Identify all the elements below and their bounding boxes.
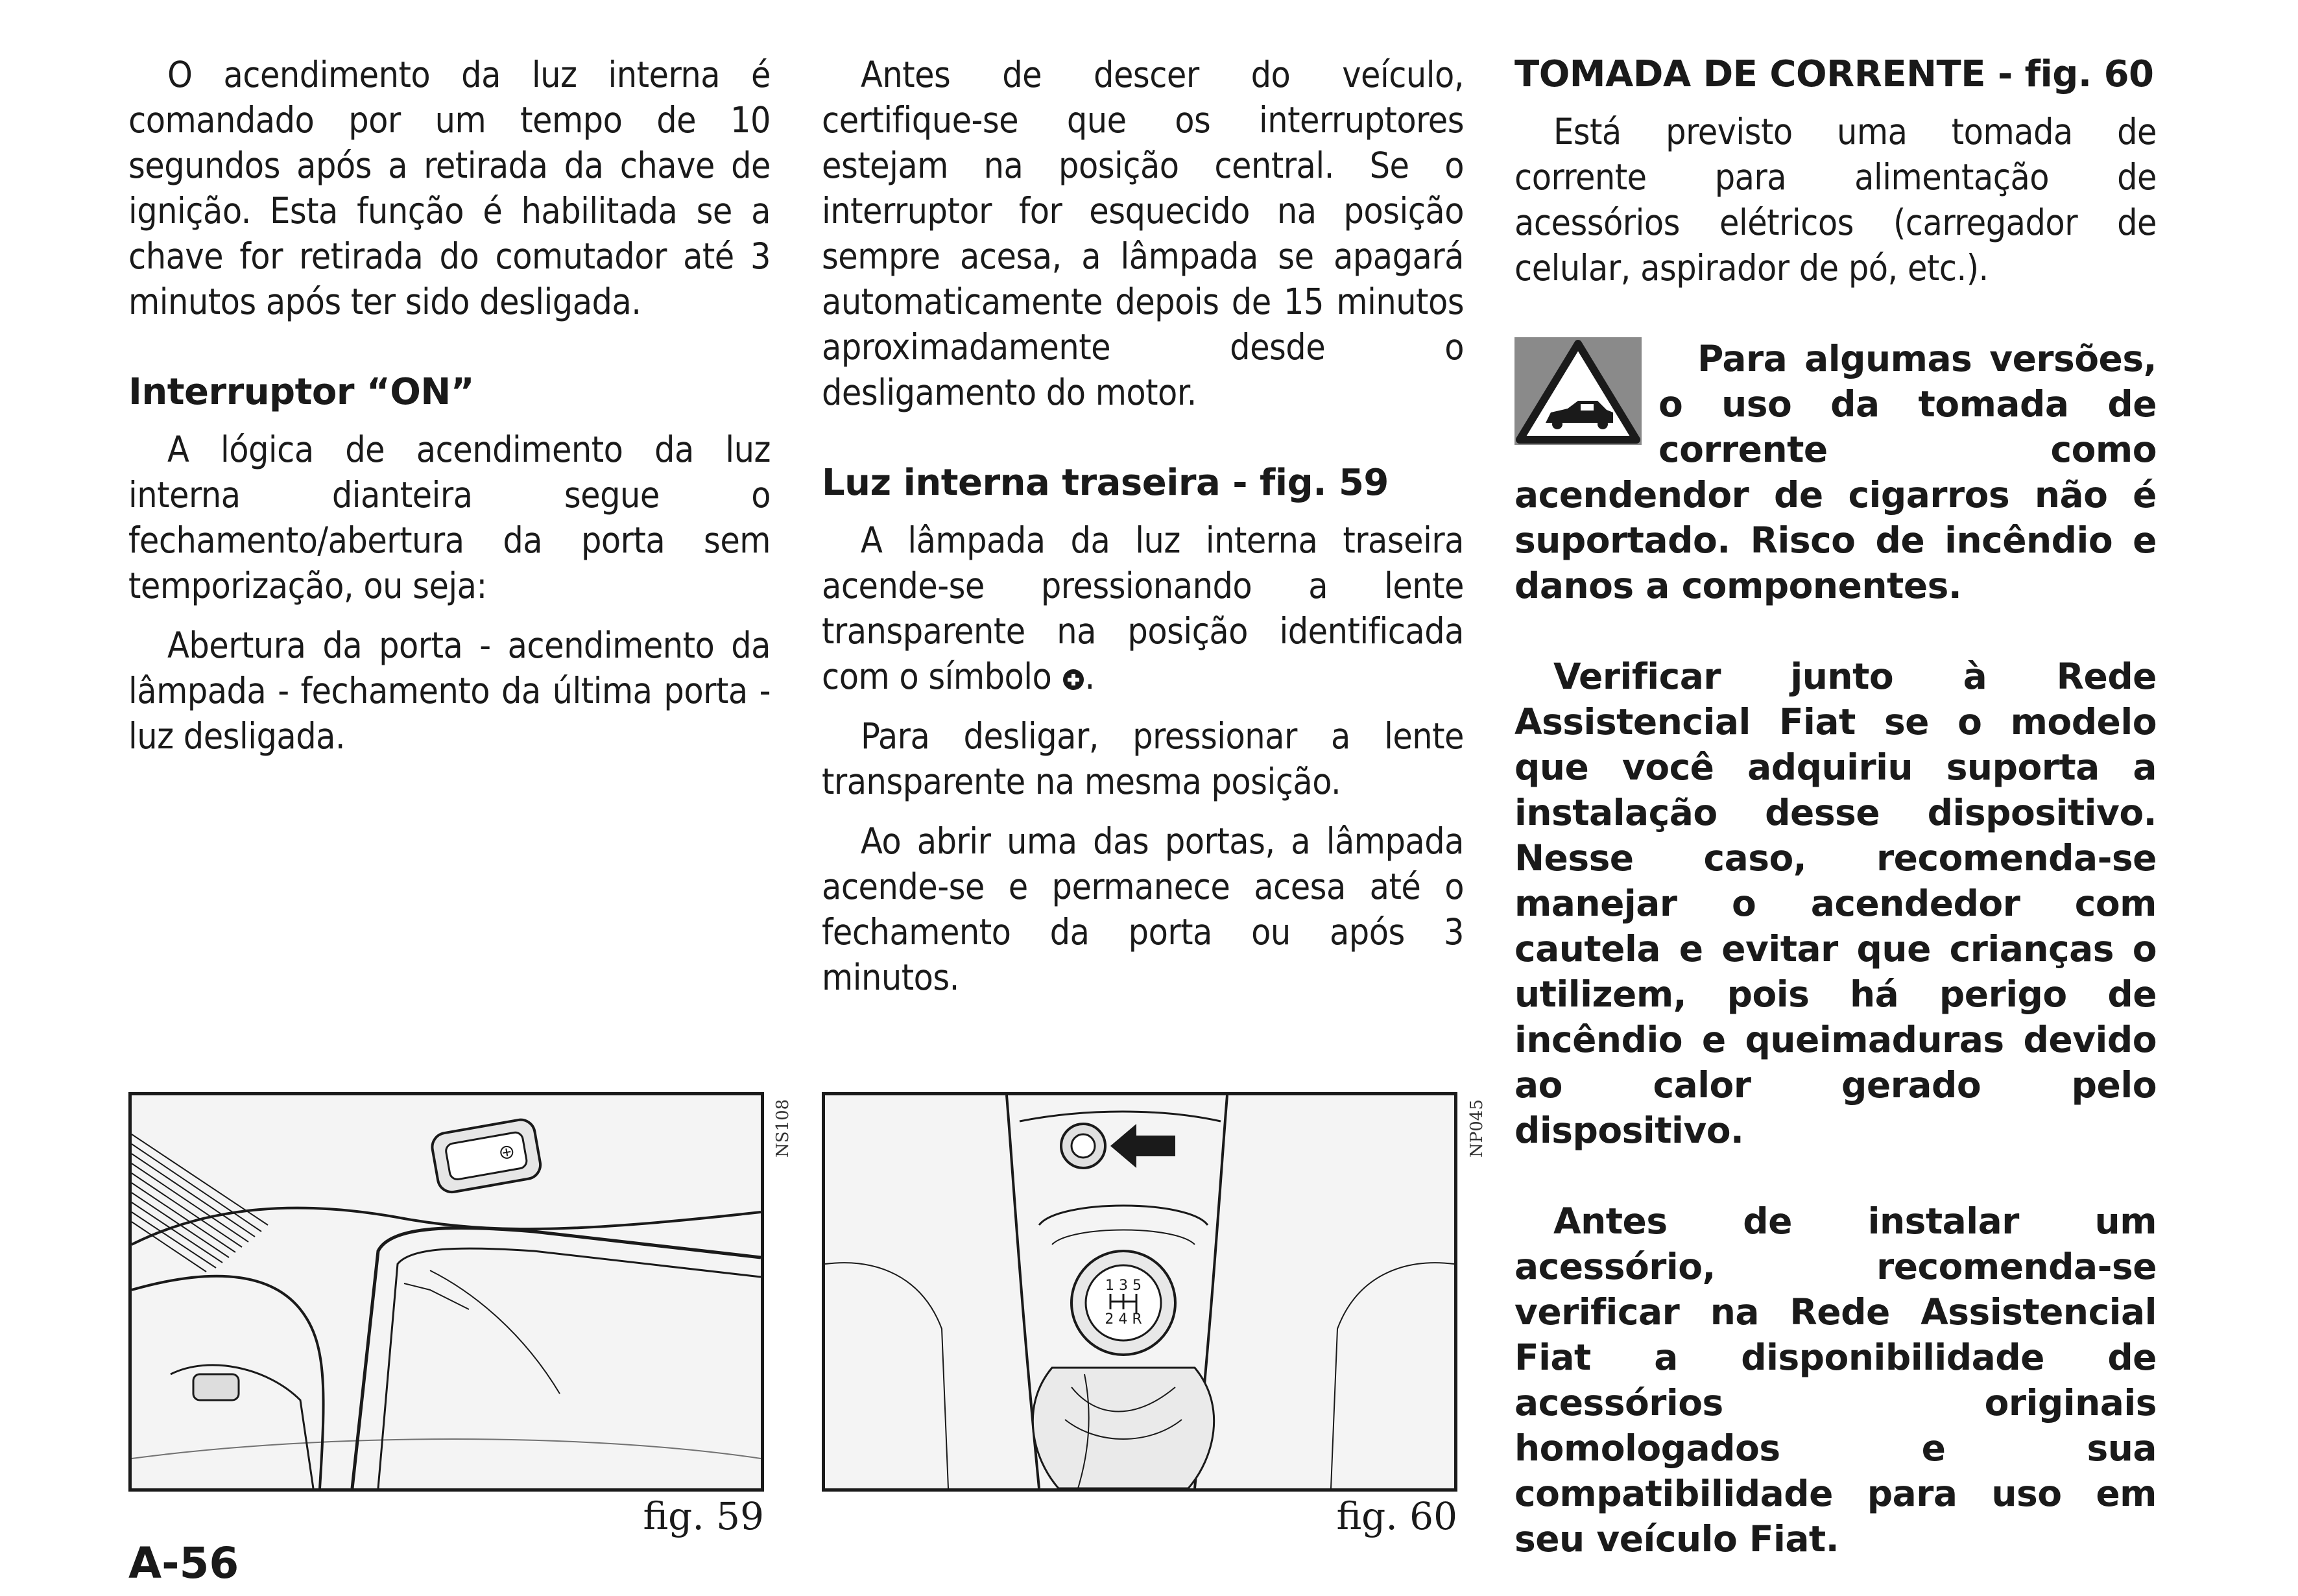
paragraph-door-sequence: Abertura da porta - acendimento da lâmpada - fechamento da última porta - luz desligada. (128, 625, 771, 757)
figure-60-caption: fig. 60 (1336, 1494, 1457, 1538)
heading-switch-on: Interruptor “ON” (128, 371, 475, 413)
warning-text-dealer-check: Verificar junto à Rede Assistencial Fiat se o modelo que você adquiriu suporta a instalação desse dispositivo. Nesse caso, recomenda-se manejar o acendedor com cautela e evitar que crianças o utilizem, pois há perigo de incêndio e queimaduras devido ao calor gerado pelo dispositivo. (1514, 656, 2157, 1151)
gear-label-top: 1 3 5 (1105, 1278, 1142, 1294)
heading-rear-light: Luz interna traseira - fig. 59 (822, 462, 1389, 504)
circle-plus-icon (1062, 668, 1085, 691)
figure-60-illustration (822, 1092, 1457, 1492)
column-left (128, 52, 771, 773)
gear-label-bottom: 2 4 R (1105, 1311, 1142, 1328)
figure-59-illustration (128, 1092, 764, 1492)
warning-cigar-lighter (1514, 336, 2157, 608)
page-number: A-56 (128, 1538, 239, 1588)
paragraph-power-outlet: Está previsto uma tomada de corrente para alimentação de acessórios elétricos (carregador de celular, aspirador de pó, etc.). (1514, 111, 2157, 289)
car-fire-warning-icon (1514, 337, 1642, 445)
heading-power-outlet: TOMADA DE CORRENTE - fig. 60 (1514, 53, 2154, 95)
figure-59-caption: fig. 59 (643, 1494, 764, 1538)
paragraph-door-open: Ao abrir uma das portas, a lâmpada acende-se e permanece acesa até o fechamento da porta ou após 3 minutos. (822, 820, 1464, 998)
paragraph-rear-light-on: A lâmpada da luz interna traseira acende-se pressionando a lente transparente na posição identificada com o símbolo . (822, 519, 1464, 697)
warning-text-cigar-lighter: Para algumas versões, o uso da tomada de corrente como acendendor de cigarros não é suportado. Risco de incêndio e danos a componentes. (1514, 338, 2157, 606)
column-right (1514, 52, 2157, 1562)
figure-59-code: NS108 (773, 1099, 793, 1158)
column-middle (822, 52, 1464, 1014)
paragraph-before-exit: Antes de descer do veículo, certifique-se que os interruptores estejam na posição central. Se o interruptor for esquecido na posição sempre acesa, a lâmpada se apagará automaticamente depois de 15 minutos aproximadamente desde o desligamento do motor. (822, 54, 1464, 413)
warning-text-accessories: Antes de instalar um acessório, recomenda-se verificar na Rede Assistencial Fiat a disponibilidade de acessórios originais homologados e sua compatibilidade para uso em seu veículo Fiat. (1514, 1200, 2157, 1560)
paragraph-switch-logic: A lógica de acendimento da luz interna dianteira segue o fechamento/abertura da porta sem temporização, ou seja: (128, 429, 771, 606)
figure-60-code: NP045 (1467, 1099, 1487, 1158)
paragraph-light-timer: O acendimento da luz interna é comandado por um tempo de 10 segundos após a retirada da chave de ignição. Esta função é habilitada se a chave for retirada do comutador até 3 minutos após ter sido desligada. (128, 54, 771, 322)
paragraph-rear-light-off: Para desligar, pressionar a lente transparente na mesma posição. (822, 715, 1464, 802)
